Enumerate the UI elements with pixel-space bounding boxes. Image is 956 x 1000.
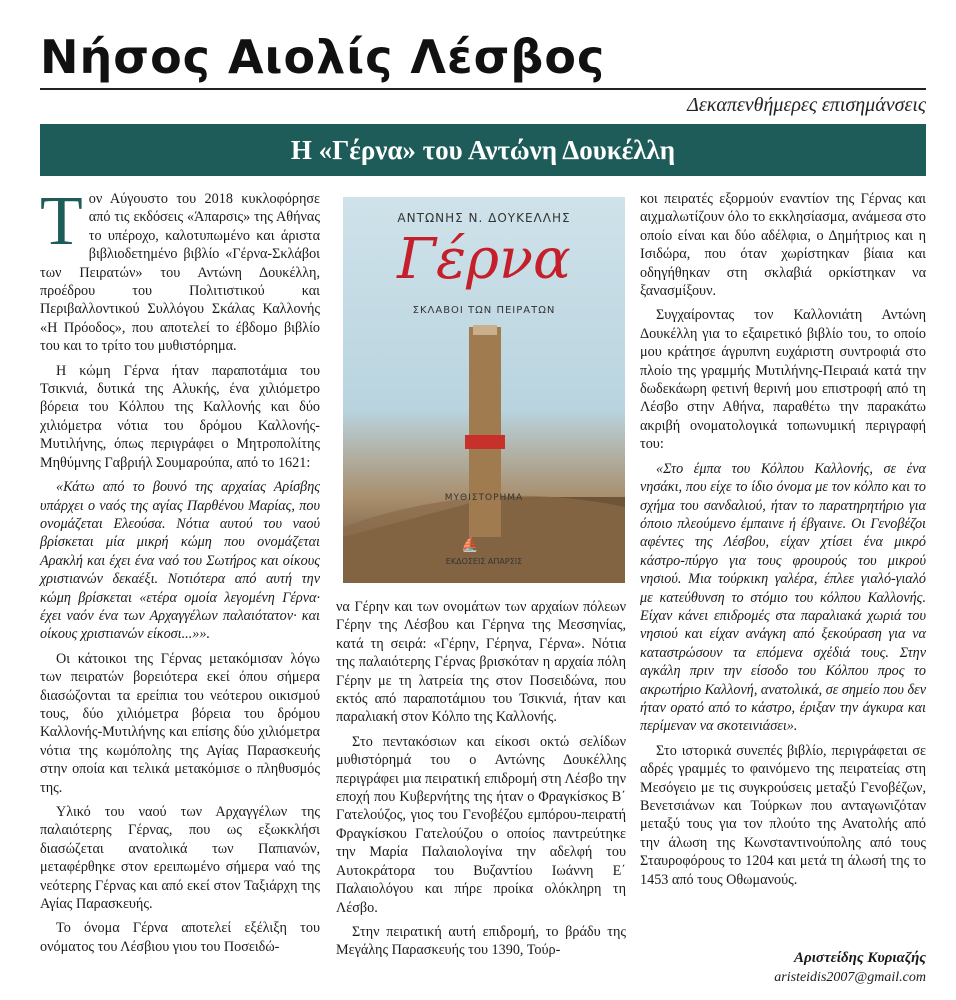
paragraph: Υλικό του ναού των Αρχαγγέλων της παλαιότερης Γέρνας, που ως εξωκκλήσι διασώζεται ανατολικά των Παπιανών, μεταφέρθηκε στον ερειπωμένο σήμερα ναό της νεότερης Γέρνας και από εκεί στον Ταξιάρχη της Αγίας Παρασκευής. (40, 804, 320, 913)
paragraph: Στο ιστορικά συνεπές βιβλίο, περιγράφεται σε αδρές γραμμές το φαινόμενο της πειρατείας στη Μεσόγειο με τις συγκρούσεις μεταξύ Γενοβέζων, Βενετσιάνων και Τούρκων που ανταγωνιζόταν μεταξύ τους για τον πλούτο της Ανατολής από την άλωση της Κωνσταντινούπολης από τους Σταυροφόρους το 1204 και μετά τη άλωσή της το 1453 από τους Οθωμανούς. (640, 742, 926, 888)
quote: «Στο έμπα του Κόλπου Καλλονής, σε ένα νησάκι, που είχε το ίδιο όνομα με τον κόλπο και το σχήμα του σανδαλιού, ήταν το παρατηρητήριο για όποιο πλεούμενο έμπαινε ή έβγαινε. Οι Γενοβέζοι αφέντες της Λέσβου, είχαν χτίσει ένα μικρό κάστρο-πύργο για τους φρουρούς του μικρού νησιού. Μια τούρκικη γαλέρα, έπλεε γιαλό-γιαλό με κατεύθυνση το στόμιο του κόλπου Καλλονής. Είχαν κάνει επιδρομές στα παραλιακά χωριά του νησιού και είχαν ανάγκη από ξεκούραση για να καταστρώσουν τα επόμενα σχέδιά τους. Στην αγκάλη πριν την είσοδο του Κόλπου προς το ακρωτήριο Καλλονή, ανατολικά, σε σημείο που δεν ήταν ορατό από το κάστρο, έριξαν την άγκυρα και περίμεναν να σκοτεινιάσει». (640, 460, 926, 735)
column-2 (336, 598, 626, 966)
author-name: Αριστείδης Κυριαζής (794, 950, 926, 966)
paragraph (40, 183, 320, 356)
cover-subtitle: ΣΚΛΑΒΟΙ ΤΩΝ ΠΕΙΡΑΤΩΝ (412, 305, 556, 316)
paragraph: Συγχαίροντας τον Καλλονιάτη Αντώνη Δουκέλλη για το εξαιρετικό βιβλίο του, το οποίο μου κράτησε άγρυπνη ευχάριστη συντροφιά στο πλοίο της γραμμής Μυτιλήνης-Πειραιά κατά την δωδεκάωρη φετινή θερινή μου επιστροφή από τη Λέσβο στην Αθήνα, παραθέτω την παρακάτω ακριβή ονοματολογικά τοπωνυμική περιγραφή του: (640, 307, 926, 453)
paragraph: Οι κάτοικοι της Γέρνας μετακόμισαν λόγω των πειρατών βορειότερα εκεί όπου σήμερα διασώζονται τα ερείπια του νεότερου οικισμού τους, δύο χιλιόμετρα βόρεια του δρόμου Καλλονής-Μυτιλήνης και επίσης δύο χιλιόμετρα νότια της κωμόπολης της Αγίας Παρασκευής στην οποία και τελικά μετακόμισε ο πληθυσμός της. (40, 650, 320, 796)
article-title: Η «Γέρνα» του Αντώνη Δουκέλλη (40, 124, 926, 176)
subhead: Δεκαπενθήμερες επισημάνσεις (687, 94, 926, 116)
cover-publisher: ΕΚΔΟΣΕΙΣ ΑΠΑΡΣΙΣ (445, 557, 523, 566)
book-cover-image (343, 197, 625, 583)
paragraph: κοι πειρατές εξορμούν εναντίον της Γέρνας και αιχμαλωτίζουν όλο το εκκλησίασμα, ανάμεσα στο οποίο είναι και δύο αδέλφια, ο Δημήτριος και η Ισιδώρα, που όταν χωρίστηκαν βίαια και οδηγήθηκαν στη σκλαβιά ορκίστηκαν να ξανασμίξουν. (640, 191, 926, 300)
paragraph: να Γέρην και των ονομάτων των αρχαίων πόλεων Γέρην της Λέσβου και Γέρηνα της Μεσσηνίας, κατά τη σειρά: «Γέρην, Γέρηνα, Γέρνα». Νότια της παλαιότερης Γέρνας βρισκόταν η αρχαία πόλη Γέρην με τη λατρεία της στον Ποσειδώνα, που εκτός από παραποτάμιου του Τσικνιά, ήταν και παραλιακή στον Κόλπο της Καλλονής. (336, 599, 626, 726)
cover-genre: ΜΥΘΙΣΤΟΡΗΜΑ (444, 493, 524, 503)
paragraph: Στην πειρατική αυτή επιδρομή, το βράδυ της Μεγάλης Παρασκευής του 1390, Τούρ- (336, 923, 626, 959)
paragraph: Το όνομα Γέρνα αποτελεί εξέλιξη του ονόματος του Λέσβιου γιου του Ποσειδώ- (40, 920, 320, 955)
masthead: Νήσος Αιολίς Λέσβος (40, 30, 606, 84)
paragraph-text: ον Αύγουστο του 2018 κυκλοφόρησε από τις εκδόσεις «Άπαρσις» της Αθήνας το υπέροχο, καλοτυπωμένο και άριστα βιβλιοδετημένο βιβλίο «Γέρνα-Σκλάβοι των Πειρατών» του Αντώνη Δουκέλλη, προέδρου του Πολιτιστικού και Περιβαλλοντικού Συλλόγου Σκάλας Καλλονής «Η Πρόοδος», που αποτελεί το έβδομο βιβλίο του και το τρίτο του μυθιστόρημα. (40, 191, 320, 355)
cover-title: Γέρνα (397, 227, 571, 292)
paragraph: Στο πεντακόσιων και είκοσι οκτώ σελίδων μυθιστόρημά του ο Αντώνης Δουκέλλης περιγράφει μια πειρατική επιδρομή στη Λέσβο την εποχή που Κυβερνήτης της ήταν ο Φραγκίσκος Β΄ Γατελούζος, γιος του Γενοβέζου εμπόρου-πειρατή Φραγκίσκου Γατελούζου ο οποίος παντρεύτηκε την Μαρία Παλαιολογίνα την αδελφή του Αυτοκράτορα του Βυζαντίου Ιωάννη Ε΄ Παλαιολόγου και πήρε προίκα ολόκληρη τη Λέσβο. (336, 733, 626, 916)
paragraph: Η κώμη Γέρνα ήταν παραποτάμια του Τσικνιά, δυτικά της Αλυκής, ένα χιλιόμετρο βόρεια του Κόλπου της Καλλονής και δύο χιλιόμετρα νότια του δρόμου Καλλονής-Μυτιλήνης, όπως περιγράφει ο Μητροπολίτης Μηθύμνης Γαβριήλ Σουμαρούπα, από το 1621: (40, 362, 320, 471)
publisher-ship-icon: ⛵ (461, 538, 479, 553)
column-1 (40, 183, 320, 962)
column-3 (640, 190, 926, 895)
cover-author: ΑΝΤΩΝΗΣ Ν. ΔΟΥΚΕΛΛΗΣ (397, 211, 571, 225)
author-email: aristeidis2007@gmail.com (774, 970, 926, 985)
quote: «Κάτω από το βουνό της αρχαίας Αρίσβης υπάρχει ο ναός της αγίας Παρθένου Μαρίας, που ονομάζεται Ελεούσα. Νότια αυτού του ναού βρίσκεται μία μικρή κώμη που ονομάζεται Αρακλή και έχει ένα ναό του Σωτήρος και οίκους χριστιανών δεκαέξι. Νοτιότερα από αυτή την κώμη βρίσκεται «ετέρα ομοία λεγομένη Γέρνα· έχει ναόν ένα των Αρχαγγέλων παλαιότατον· και οίκους χριστιανών είκοσι...»». (40, 479, 320, 643)
drop-cap: Τ (40, 183, 83, 260)
header-rule (40, 88, 926, 90)
